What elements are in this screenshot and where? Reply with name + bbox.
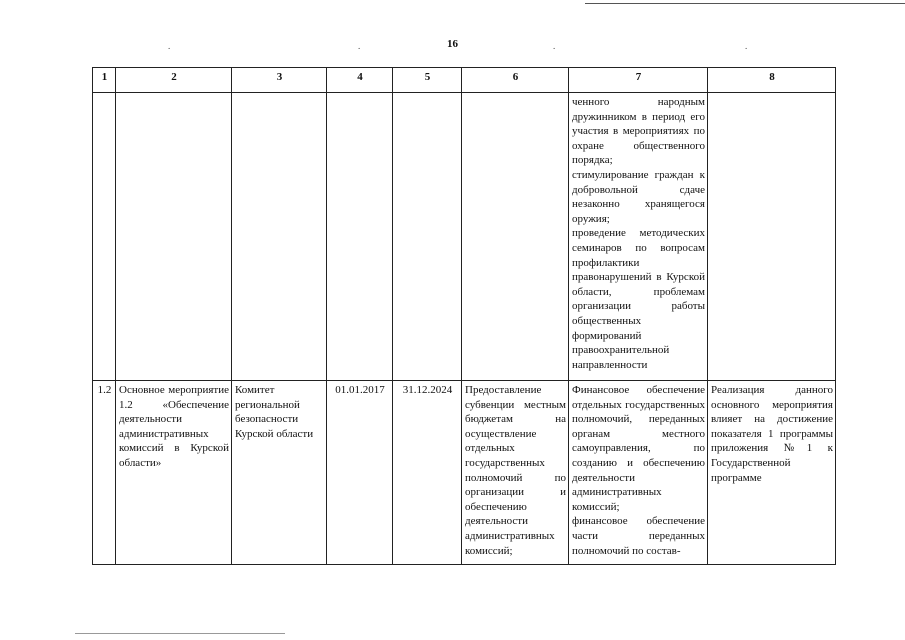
continuation-row xyxy=(93,93,836,381)
scan-speck: . xyxy=(358,41,361,51)
scan-speck: . xyxy=(553,41,556,51)
header-cell: 5 xyxy=(393,68,462,93)
header-cell: 7 xyxy=(569,68,708,93)
page-number: 16 xyxy=(447,38,458,50)
activity-name: Основное мероприятие 1.2 «Обеспечение деятельности административных комиссий в Курской области» xyxy=(116,381,232,565)
empty-cell xyxy=(232,93,327,381)
header-cell: 8 xyxy=(708,68,836,93)
indicator-link: Реализация данного основного мероприятия влияет на достижение показателя 1 программы приложения №1 к Государственной программе xyxy=(708,381,836,565)
executor: Комитет региональной безопасности Курской области xyxy=(232,381,327,565)
row-number: 1.2 xyxy=(93,381,116,565)
empty-cell xyxy=(327,93,393,381)
empty-cell xyxy=(708,93,836,381)
main-measures: Финансовое обеспечение отдельных государственных полномочий, переданных органам местного самоуправления, по созданию и обеспечению деятельности административных комиссий; финансовое обеспечение части переданных полномочий по состав- xyxy=(569,381,708,565)
program-table xyxy=(92,67,836,565)
scan-speck: . xyxy=(168,41,171,51)
header-cell: 4 xyxy=(327,68,393,93)
table-row-1-2 xyxy=(93,381,836,565)
header-cell: 1 xyxy=(93,68,116,93)
empty-cell xyxy=(393,93,462,381)
measures-continuation: ченного народным дружинником в период его участия в мероприятиях по охране общественного порядка; стимулирование граждан к добровольной сдаче незаконно хранящегося оружия; проведение методических семинаров по вопросам профилактики правонарушений в Курской области, проблемам организации работы общественных формирований правоохранительной направленности xyxy=(569,93,708,381)
start-date: 01.01.2017 xyxy=(327,381,393,565)
top-rule xyxy=(585,3,905,4)
scan-speck: . xyxy=(745,41,748,51)
empty-cell xyxy=(116,93,232,381)
expected-result: Предоставление субвенции местным бюджетам на осуществление отдельных государственных полномочий по организации и обеспечению деятельности административных комиссий; xyxy=(462,381,569,565)
header-cell: 6 xyxy=(462,68,569,93)
end-date: 31.12.2024 xyxy=(393,381,462,565)
header-row xyxy=(93,68,836,93)
header-cell: 3 xyxy=(232,68,327,93)
bottom-rule xyxy=(75,633,285,634)
empty-cell xyxy=(93,93,116,381)
header-cell: 2 xyxy=(116,68,232,93)
empty-cell xyxy=(462,93,569,381)
